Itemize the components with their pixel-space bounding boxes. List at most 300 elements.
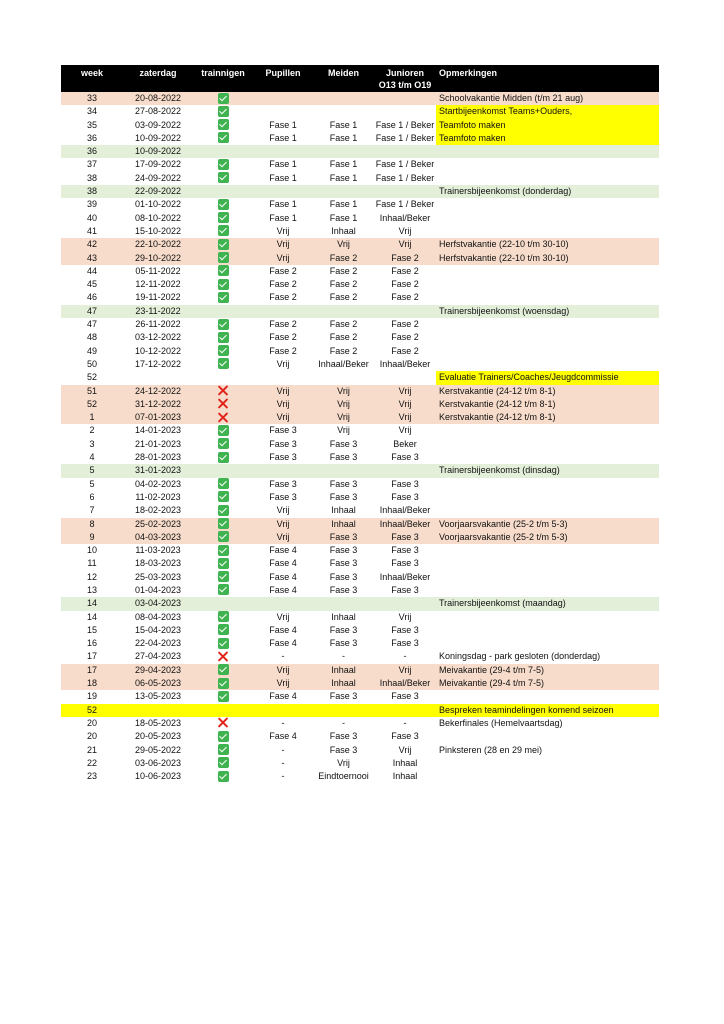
opmerkingen-cell [436,278,659,291]
date-cell: 08-04-2023 [134,611,182,622]
opmerkingen-cell: Bespreken teamindelingen komend seizoen [436,704,659,717]
table-row [61,119,659,132]
training-cell [193,518,253,531]
opmerkingen-cell [436,557,659,570]
week-cell: 21 [86,744,97,755]
pupillen-cell: - [281,771,285,782]
meiden-cell [313,305,374,318]
table-row [61,504,659,517]
training-cell [193,704,253,717]
meiden-cell: Inhaal [331,611,356,622]
table-row [61,544,659,557]
junioren-cell: Vrij [398,425,412,436]
meiden-cell: Fase 2 [329,279,358,290]
junioren-cell [374,597,436,610]
week-cell: 42 [61,238,123,251]
meiden-cell [313,464,374,477]
table-row [61,385,659,398]
date-cell: 03-12-2022 [134,332,182,343]
junioren-cell: Vrij [398,225,412,236]
meiden-cell: Fase 3 [329,584,358,595]
meiden-cell: Fase 2 [329,265,358,276]
date-cell: 29-04-2023 [123,664,193,677]
week-cell: 36 [61,145,123,158]
pupillen-cell [253,597,313,610]
date-cell: 04-03-2023 [123,531,193,544]
training-cell [193,305,253,318]
date-cell: 22-09-2022 [123,185,193,198]
training-cell [193,371,253,384]
meiden-cell: Fase 3 [329,545,358,556]
pupillen-cell [253,92,313,105]
meiden-cell: Fase 3 [313,531,374,544]
opmerkingen-cell [436,291,659,304]
check-icon [218,771,229,782]
table-row [61,704,659,717]
meiden-cell: Vrij [337,425,350,436]
training-cell [193,624,253,637]
pupillen-cell: Fase 4 [269,558,297,569]
table-row [61,597,659,610]
pupillen-cell [253,464,313,477]
table-row [61,225,659,238]
opmerkingen-cell [436,637,659,650]
check-icon [218,225,229,236]
pupillen-cell: Fase 3 [269,425,297,436]
opmerkingen-cell: Evaluatie Trainers/Coaches/Jeugdcommissie [436,371,659,384]
pupillen-cell: - [281,717,285,728]
meiden-cell: Vrij [313,385,374,398]
opmerkingen-cell: Trainersbijeenkomst (dinsdag) [436,464,659,477]
training-cell [193,198,253,211]
training-cell [193,544,253,557]
opmerkingen-cell [436,345,659,358]
opmerkingen-cell [436,584,659,597]
training-cell [193,265,253,278]
table-row [61,438,659,451]
meiden-cell [313,371,374,384]
meiden-cell: Inhaal/Beker [318,358,369,369]
date-cell: 07-01-2023 [123,411,193,424]
check-icon [218,558,229,569]
header-opmerkingen: Opmerkingen [436,65,659,92]
date-cell: 10-09-2022 [134,132,182,143]
training-cell [193,478,253,491]
week-cell: 14 [86,611,97,622]
junioren-cell: Fase 1 / Beker [375,172,435,183]
opmerkingen-cell: Voorjaarsvakantie (25-2 t/m 5-3) [436,531,659,544]
pupillen-cell: Fase 1 [269,119,297,130]
header-zaterdag: zaterdag [123,65,193,92]
check-icon [218,212,229,223]
junioren-cell: Inhaal/Beker [379,212,431,223]
check-icon [218,757,229,768]
pupillen-cell: Fase 2 [269,332,297,343]
week-cell: 10 [86,545,97,556]
check-icon [218,132,229,143]
training-cell [193,611,253,624]
week-cell: 35 [86,119,97,130]
opmerkingen-cell: Trainersbijeenkomst (donderdag) [436,185,659,198]
header-week: week [61,65,123,92]
table-row [61,185,659,198]
pupillen-cell: Vrij [253,252,313,265]
meiden-cell: Fase 3 [329,558,358,569]
junioren-cell: Fase 2 [391,279,419,290]
table-row [61,105,659,118]
table-row [61,690,659,703]
training-cell [193,158,253,171]
week-cell: 39 [86,199,97,210]
week-cell: 9 [61,531,123,544]
opmerkingen-cell [436,172,659,185]
table-row [61,371,659,384]
date-cell: 17-09-2022 [134,159,182,170]
header-row [61,65,659,92]
meiden-cell: - [342,651,345,662]
pupillen-cell: Vrij [253,238,313,251]
meiden-cell: Fase 1 [329,119,358,130]
opmerkingen-cell: Kerstvakantie (24-12 t/m 8-1) [436,398,659,411]
week-cell: 5 [89,478,95,489]
table-row [61,265,659,278]
training-cell [193,690,253,703]
opmerkingen-cell: Teamfoto maken [436,132,659,145]
week-cell: 50 [86,358,97,369]
junioren-cell: Fase 3 [391,731,419,742]
check-icon [218,584,229,595]
meiden-cell: Fase 1 [329,159,358,170]
table-row [61,571,659,584]
junioren-cell: Fase 2 [374,252,436,265]
junioren-cell: Fase 3 [391,491,419,502]
date-cell: 25-03-2023 [134,571,182,582]
date-cell: 03-06-2023 [134,757,182,768]
check-icon [218,731,229,742]
week-cell: 38 [61,185,123,198]
week-cell: 19 [86,691,97,702]
table-row [61,531,659,544]
meiden-cell: Fase 3 [329,731,358,742]
pupillen-cell: - [281,651,285,662]
training-cell [193,664,253,677]
date-cell: 18-03-2023 [134,558,182,569]
training-cell [193,770,253,783]
date-cell: 22-10-2022 [123,238,193,251]
opmerkingen-cell [436,770,659,783]
check-icon [218,491,229,502]
opmerkingen-cell: Koningsdag - park gesloten (donderdag) [439,651,601,662]
week-cell: 43 [61,252,123,265]
pupillen-cell: Vrij [276,611,290,622]
week-cell: 40 [86,212,97,223]
opmerkingen-cell [436,212,659,225]
check-icon [218,452,229,463]
header-junioren-line1: Junioren [385,68,424,78]
week-cell: 20 [86,717,97,728]
opmerkingen-cell: Herfstvakantie (22-10 t/m 30-10) [436,252,659,265]
table-row [61,677,659,690]
date-cell: 03-04-2023 [123,597,193,610]
junioren-cell: - [403,717,407,728]
date-cell: 31-01-2023 [123,464,193,477]
week-cell: 36 [86,132,97,143]
table-row [61,318,659,331]
pupillen-cell: Fase 4 [269,545,297,556]
date-cell: 05-11-2022 [135,265,181,276]
training-cell [193,438,253,451]
junioren-cell: Vrij [374,238,436,251]
opmerkingen-cell [436,225,659,238]
week-cell: 38 [86,172,97,183]
meiden-cell [313,92,374,105]
training-cell [193,318,253,331]
training-cell [193,571,253,584]
training-cell [193,172,253,185]
junioren-cell: Vrij [398,611,412,622]
week-cell: 16 [86,638,97,649]
training-cell [193,212,253,225]
date-cell: 29-05-2022 [134,744,182,755]
opmerkingen-cell: Trainersbijeenkomst (woensdag) [436,305,659,318]
opmerkingen-cell [436,198,659,211]
junioren-cell: Fase 1 / Beker [375,199,435,210]
check-icon [218,438,229,449]
check-icon [218,678,229,689]
check-icon [218,319,229,330]
date-cell: 28-01-2023 [134,452,182,463]
pupillen-cell: Fase 4 [269,731,297,742]
table-row [61,198,659,211]
pupillen-cell: Fase 4 [269,571,297,582]
pupillen-cell: Vrij [276,505,290,516]
check-icon [218,358,229,369]
cross-icon [218,717,229,728]
pupillen-cell: Fase 2 [269,345,297,356]
junioren-cell: Vrij [374,411,436,424]
week-cell: 52 [86,372,97,383]
training-cell [193,411,253,424]
date-cell: 20-08-2022 [123,92,193,105]
pupillen-cell: Fase 1 [269,132,297,143]
date-cell: 15-10-2022 [134,225,182,236]
meiden-cell [313,185,374,198]
check-icon [218,199,229,210]
cross-icon [218,412,229,423]
week-cell: 4 [89,452,95,463]
junioren-cell: Fase 1 / Beker [375,119,435,130]
pupillen-cell [253,145,313,158]
junioren-cell: Fase 2 [391,319,419,330]
check-icon [218,611,229,622]
pupillen-cell: Fase 3 [269,438,297,449]
training-cell [193,92,253,105]
week-cell: 37 [86,159,97,170]
junioren-cell: Fase 3 [391,638,419,649]
pupillen-cell: - [281,744,285,755]
junioren-cell: Fase 2 [391,345,419,356]
week-cell: 3 [89,438,95,449]
date-cell: 04-02-2023 [134,478,182,489]
check-icon [218,691,229,702]
meiden-cell: Fase 2 [329,292,358,303]
cross-icon [218,398,229,409]
date-cell: 24-12-2022 [123,385,193,398]
date-cell: 27-08-2022 [134,106,182,117]
opmerkingen-cell [436,265,659,278]
table-row [61,624,659,637]
schedule-sheet [61,65,659,783]
week-cell: 18 [61,677,123,690]
week-cell: 13 [86,584,97,595]
date-cell: 12-11-2022 [135,279,181,290]
week-cell: 14 [61,597,123,610]
opmerkingen-cell [436,145,659,158]
table-row [61,491,659,504]
training-cell [193,451,253,464]
opmerkingen-cell [436,730,659,743]
check-icon [218,425,229,436]
pupillen-cell: Fase 2 [269,265,297,276]
date-cell: 11-03-2023 [135,545,181,556]
junioren-cell: Fase 3 [391,452,419,463]
week-cell: 52 [61,704,123,717]
week-cell: 41 [86,225,97,236]
date-cell: 03-09-2022 [134,119,182,130]
check-icon [218,531,229,542]
date-cell: 13-05-2023 [134,691,182,702]
junioren-cell: Fase 2 [391,332,419,343]
opmerkingen-cell: Schoolvakantie Midden (t/m 21 aug) [436,92,659,105]
pupillen-cell: Fase 3 [269,478,297,489]
check-icon [218,93,229,104]
pupillen-cell: Fase 1 [269,199,297,210]
check-icon [218,239,229,250]
junioren-cell [374,92,436,105]
training-cell [193,238,253,251]
date-cell [123,704,193,717]
check-icon [218,638,229,649]
check-icon [218,252,229,263]
table-row [61,611,659,624]
check-icon [218,279,229,290]
table-row [61,132,659,145]
junioren-cell: Fase 2 [391,265,419,276]
training-cell [193,119,253,132]
pupillen-cell [253,704,313,717]
meiden-cell: Vrij [313,411,374,424]
junioren-cell: Vrij [398,744,412,755]
week-cell: 17 [86,651,97,662]
meiden-cell: Fase 3 [329,491,358,502]
junioren-cell: Beker [393,438,417,449]
week-cell: 49 [86,345,97,356]
junioren-cell: Fase 3 [391,624,419,635]
junioren-cell: Fase 3 [374,531,436,544]
pupillen-cell: Fase 3 [269,491,297,502]
week-cell: 5 [61,464,123,477]
junioren-cell: Fase 3 [391,545,419,556]
opmerkingen-cell [436,438,659,451]
opmerkingen-cell [436,757,659,770]
opmerkingen-cell: Meivakantie (29-4 t/m 7-5) [436,664,659,677]
training-cell [193,358,253,371]
training-cell [193,677,253,690]
date-cell: 25-02-2023 [123,518,193,531]
opmerkingen-cell [436,611,659,624]
training-cell [193,491,253,504]
opmerkingen-cell [436,478,659,491]
cross-icon [218,385,229,396]
meiden-cell: Fase 1 [329,212,358,223]
opmerkingen-cell [436,571,659,584]
date-cell: 10-12-2022 [134,345,182,356]
pupillen-cell: Vrij [253,398,313,411]
date-cell: 11-02-2023 [135,491,181,502]
date-cell: 26-11-2022 [135,319,181,330]
week-cell: 48 [86,332,97,343]
week-cell: 45 [86,279,97,290]
date-cell: 06-05-2023 [123,677,193,690]
check-icon [218,624,229,635]
check-icon [218,478,229,489]
week-cell: 17 [61,664,123,677]
table-row [61,717,659,730]
junioren-cell [374,145,436,158]
table-row [61,305,659,318]
training-cell [193,717,253,730]
meiden-cell: Eindtoernooi [318,771,369,782]
junioren-cell: Fase 3 [391,691,419,702]
opmerkingen-cell [436,331,659,344]
check-icon [218,664,229,675]
training-cell [193,730,253,743]
meiden-cell: Fase 2 [313,252,374,265]
pupillen-cell [253,105,313,118]
table-row [61,331,659,344]
date-cell: 22-04-2023 [134,638,182,649]
opmerkingen-cell [436,318,659,331]
cross-icon [218,651,229,662]
week-cell: 47 [86,319,97,330]
check-icon [218,119,229,130]
date-cell: 08-10-2022 [134,212,182,223]
opmerkingen-cell: Kerstvakantie (24-12 t/m 8-1) [436,385,659,398]
pupillen-cell: Vrij [276,225,290,236]
week-cell: 7 [89,505,95,516]
week-cell: 23 [86,771,97,782]
table-row [61,730,659,743]
training-cell [193,132,253,145]
check-icon [218,345,229,356]
junioren-cell: Vrij [374,385,436,398]
meiden-cell: Fase 3 [329,478,358,489]
date-cell: 18-05-2023 [134,717,182,728]
meiden-cell: Fase 2 [329,345,358,356]
check-icon [218,545,229,556]
junioren-cell [374,185,436,198]
week-cell: 47 [61,305,123,318]
date-cell: 15-04-2023 [134,624,182,635]
week-cell: 2 [89,425,95,436]
date-cell: 10-06-2023 [134,771,182,782]
pupillen-cell: Vrij [253,531,313,544]
junioren-cell: Fase 3 [391,558,419,569]
meiden-cell [313,597,374,610]
junioren-cell: Inhaal/Beker [379,571,431,582]
date-cell: 18-02-2023 [134,505,182,516]
week-cell: 33 [61,92,123,105]
